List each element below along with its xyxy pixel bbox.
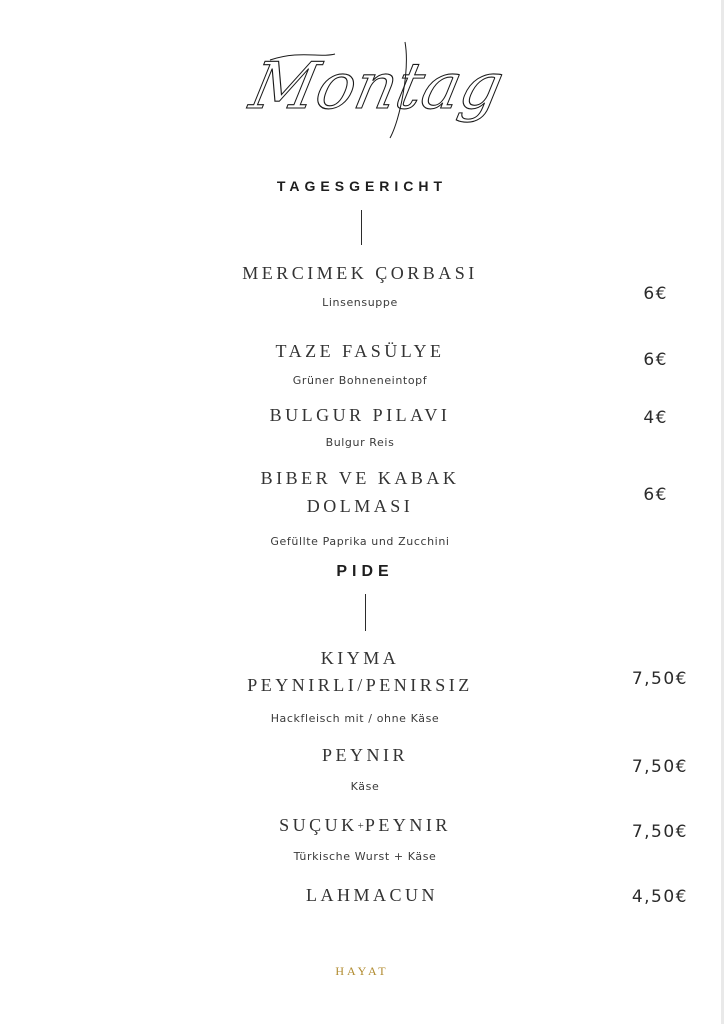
section-title-pide: PIDE (336, 563, 394, 580)
dish-description: Käse (350, 780, 380, 793)
brand-name: HAYAT (335, 964, 389, 978)
dish-description: Gefüllte Paprika und Zucchini (270, 535, 450, 548)
dish-name: LAHMACUN (305, 885, 438, 905)
dish-price: 7,50€ (631, 757, 688, 777)
dish-name: MERCIMEK ÇORBASI (242, 263, 478, 283)
divider-tagesgericht (361, 210, 362, 245)
day-title (240, 30, 510, 150)
dish-price: 4,50€ (631, 887, 688, 907)
dish-name: PEYNIR (321, 745, 408, 765)
dish-price: 7,50€ (631, 669, 688, 689)
dish-description: Türkische Wurst + Käse (293, 850, 437, 863)
dish-price: 6€ (643, 350, 668, 370)
dish-name: BULGUR PILAVI (269, 405, 451, 425)
dish-price: 6€ (643, 485, 668, 505)
section-title-tagesgericht: TAGESGERICHT (276, 178, 448, 194)
divider-pide (365, 594, 366, 631)
dish-description: Linsensuppe (322, 296, 398, 309)
dish-description: Grüner Bohneneintopf (292, 374, 428, 387)
dish-name: TAZE FASÜLYE (275, 341, 445, 361)
day-title-text: Montag (244, 49, 510, 124)
dish-description: Bulgur Reis (325, 436, 395, 449)
dish-name (205, 811, 525, 841)
dish-name-line2: PEYNIRLI/PENIRSIZ (247, 675, 473, 695)
dish-name: KIYMA (320, 648, 400, 668)
dish-price: 7,50€ (631, 822, 688, 842)
dish-name: BIBER VE KABAK (260, 468, 460, 488)
dish-description: Hackfleisch mit / ohne Käse (270, 712, 440, 725)
plus-sign: + (357, 820, 365, 832)
dish-name-part2: PEYNIR (364, 815, 451, 835)
dish-name-part1: SUÇUK (279, 815, 358, 835)
dish-name-line2: DOLMASI (306, 496, 414, 516)
dish-price: 4€ (643, 408, 668, 428)
dish-price: 6€ (643, 284, 668, 304)
